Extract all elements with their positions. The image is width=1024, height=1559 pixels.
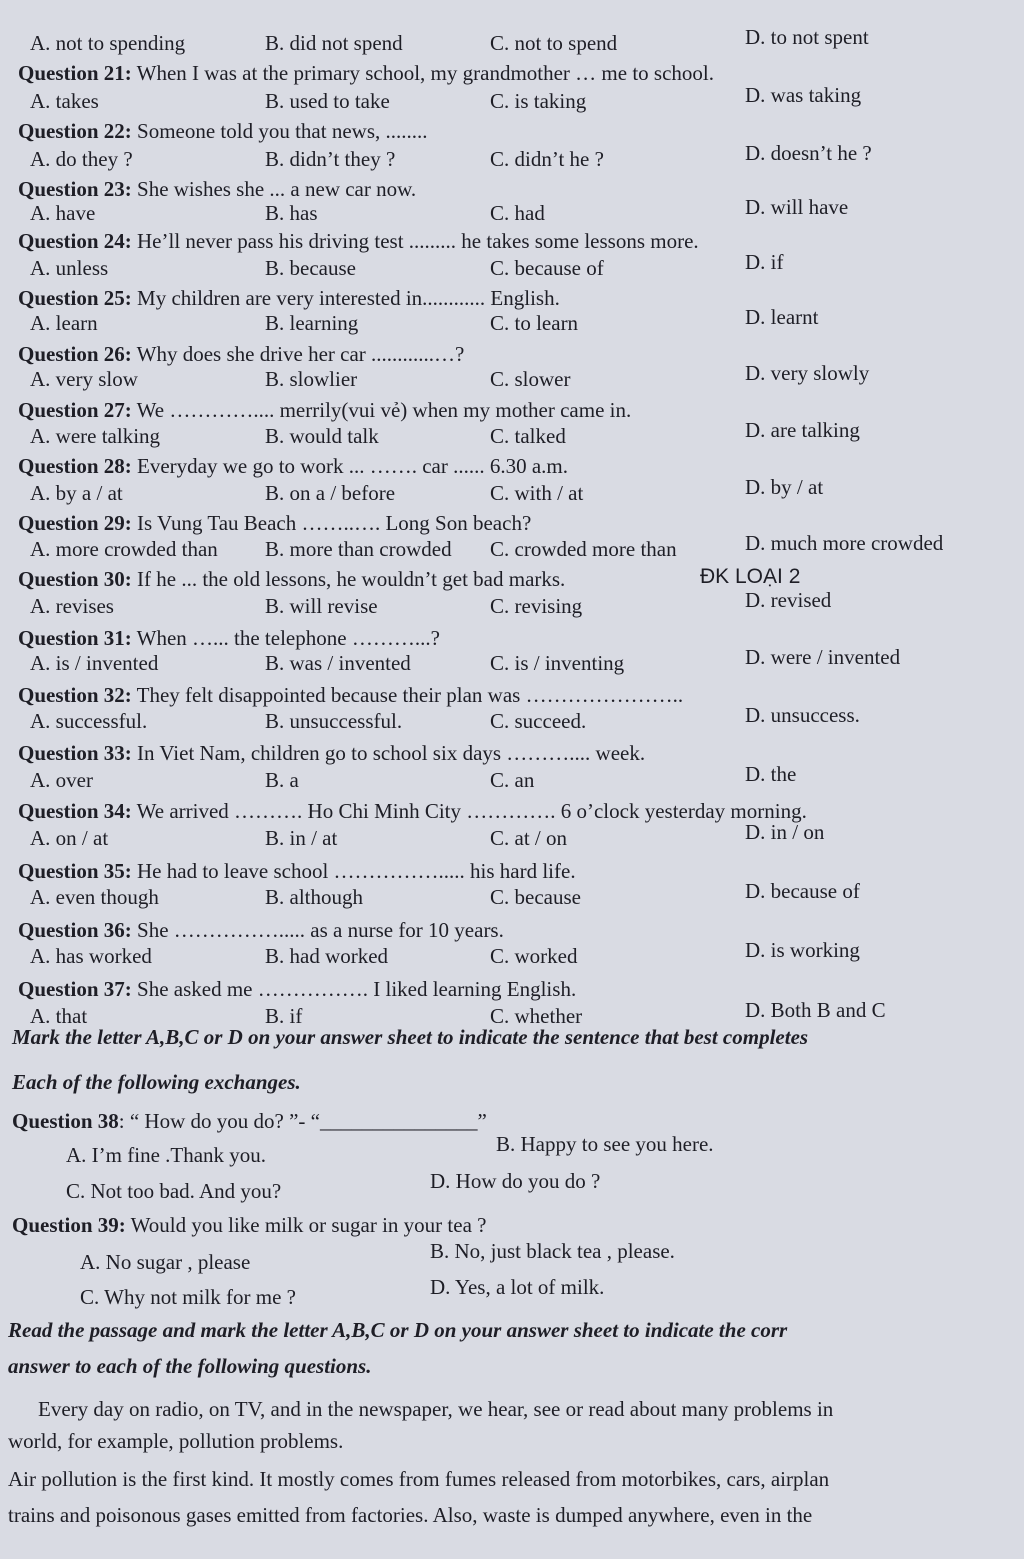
option-b: B. because bbox=[265, 256, 356, 280]
question-label: Question 33: bbox=[18, 741, 132, 765]
question-row bbox=[18, 740, 645, 766]
option-b: B. in / at bbox=[265, 826, 338, 850]
q39-option-c: C. Why not milk for me ? bbox=[80, 1285, 296, 1309]
question-label: Question 23: bbox=[18, 177, 132, 201]
question-text: In Viet Nam, children go to school six days ……….... week. bbox=[131, 741, 646, 765]
instruction-line-4: answer to each of the following questions. bbox=[8, 1354, 372, 1378]
option-b: B. although bbox=[265, 885, 363, 909]
option-c: C. worked bbox=[490, 944, 578, 968]
instruction-line-1: Mark the letter A,B,C or D on your answer sheet to indicate the sentence that best completes bbox=[12, 1025, 809, 1049]
option-b: B. used to take bbox=[265, 89, 390, 113]
option-c: C. to learn bbox=[490, 311, 579, 335]
option-c: C. revising bbox=[490, 594, 583, 618]
option-c: C. didn’t he ? bbox=[490, 147, 604, 171]
question-text: She asked me ……………. I liked learning English. bbox=[131, 977, 577, 1001]
q39-option-a: A. No sugar , please bbox=[80, 1250, 251, 1274]
option-d: D. learnt bbox=[745, 305, 819, 329]
option-a: A. on / at bbox=[30, 826, 109, 850]
option-a: A. over bbox=[30, 768, 93, 792]
option-c: C. an bbox=[490, 768, 535, 792]
option-c: C. talked bbox=[490, 424, 566, 448]
option-d: D. are talking bbox=[745, 418, 860, 442]
option-b: B. slowlier bbox=[265, 367, 358, 391]
question-text: When …... the telephone ………...? bbox=[131, 626, 440, 650]
question-text: Is Vung Tau Beach ……..…. Long Son beach? bbox=[131, 511, 532, 535]
question-38-text: : “ How do you do? ”- “_______________” bbox=[118, 1109, 487, 1133]
option-b: B. if bbox=[265, 1004, 303, 1028]
option-b: B. will revise bbox=[265, 594, 378, 618]
question-row bbox=[18, 397, 631, 423]
question-label: Question 28: bbox=[18, 454, 132, 478]
option-a: A. have bbox=[30, 201, 96, 225]
question-label: Question 29: bbox=[18, 511, 132, 535]
question-row bbox=[18, 176, 416, 202]
question-label: Question 21: bbox=[18, 61, 132, 85]
option-b: B. didn’t they ? bbox=[265, 147, 396, 171]
question-text: Everyday we go to work ... ……. car ...... 6.30 a.m. bbox=[131, 454, 568, 478]
option-b: B. had worked bbox=[265, 944, 389, 968]
option-a: A. is / invented bbox=[30, 651, 159, 675]
option-d: D. doesn’t he ? bbox=[745, 141, 872, 165]
instruction-line-2: Each of the following exchanges. bbox=[12, 1070, 301, 1094]
passage-line-4: trains and poisonous gases emitted from factories. Also, waste is dumped anywhere, even in the bbox=[8, 1503, 813, 1527]
question-text: If he ... the old lessons, he wouldn’t get bad marks. bbox=[131, 567, 566, 591]
question-38 bbox=[12, 1108, 487, 1134]
option-d: D. to not spent bbox=[745, 25, 869, 49]
question-label: Question 24: bbox=[18, 229, 132, 253]
question-39-text: Would you like milk or sugar in your tea ? bbox=[125, 1213, 487, 1237]
option-d: D. was taking bbox=[745, 83, 862, 107]
option-a: A. by a / at bbox=[30, 481, 123, 505]
question-text: Someone told you that news, ........ bbox=[131, 119, 428, 143]
question-row bbox=[18, 976, 576, 1002]
question-label: Question 31: bbox=[18, 626, 132, 650]
question-row bbox=[18, 118, 428, 144]
question-text: We ………….... merrily(vui vẻ) when my mother came in. bbox=[131, 398, 632, 422]
option-a: A. more crowded than bbox=[30, 537, 218, 561]
option-d: D. unsuccess. bbox=[745, 703, 860, 727]
question-row bbox=[18, 566, 565, 592]
option-a: A. not to spending bbox=[30, 31, 186, 55]
question-label: Question 25: bbox=[18, 286, 132, 310]
question-row bbox=[18, 60, 714, 86]
option-b: B. has bbox=[265, 201, 318, 225]
question-label: Question 37: bbox=[18, 977, 132, 1001]
question-label: Question 22: bbox=[18, 119, 132, 143]
option-b: B. on a / before bbox=[265, 481, 396, 505]
option-a: A. has worked bbox=[30, 944, 152, 968]
question-row bbox=[18, 453, 568, 479]
option-b: B. unsuccessful. bbox=[265, 709, 403, 733]
handwritten-note: ĐK LOẠI 2 bbox=[700, 565, 801, 588]
question-text: My children are very interested in............ English. bbox=[131, 286, 560, 310]
option-a: A. very slow bbox=[30, 367, 138, 391]
option-b: B. more than crowded bbox=[265, 537, 452, 561]
option-c: C. slower bbox=[490, 367, 571, 391]
question-label: Question 34: bbox=[18, 799, 132, 823]
option-c: C. because of bbox=[490, 256, 604, 280]
option-c: C. is taking bbox=[490, 89, 587, 113]
option-d: D. will have bbox=[745, 195, 849, 219]
option-c: C. with / at bbox=[490, 481, 584, 505]
q38-option-b: B. Happy to see you here. bbox=[496, 1132, 714, 1156]
question-text: They felt disappointed because their plan was ………………….. bbox=[131, 683, 684, 707]
question-text: When I was at the primary school, my grandmother … me to school. bbox=[131, 61, 714, 85]
question-label: Question 27: bbox=[18, 398, 132, 422]
option-b: B. would talk bbox=[265, 424, 379, 448]
option-c: C. because bbox=[490, 885, 581, 909]
question-row bbox=[18, 798, 807, 824]
question-row bbox=[18, 917, 504, 943]
option-d: D. were / invented bbox=[745, 645, 901, 669]
option-c: C. had bbox=[490, 201, 545, 225]
option-d: D. in / on bbox=[745, 820, 825, 844]
option-d: D. very slowly bbox=[745, 361, 870, 385]
question-39-label: Question 39: bbox=[12, 1213, 126, 1237]
option-b: B. did not spend bbox=[265, 31, 403, 55]
option-d: D. Both B and C bbox=[745, 998, 886, 1022]
option-d: D. by / at bbox=[745, 475, 824, 499]
option-a: A. do they ? bbox=[30, 147, 133, 171]
option-d: D. because of bbox=[745, 879, 860, 903]
question-row bbox=[18, 228, 699, 254]
option-a: A. that bbox=[30, 1004, 88, 1028]
option-a: A. were talking bbox=[30, 424, 161, 448]
question-label: Question 35: bbox=[18, 859, 132, 883]
question-text: She wishes she ... a new car now. bbox=[131, 177, 417, 201]
option-c: C. not to spend bbox=[490, 31, 618, 55]
q38-option-d: D. How do you do ? bbox=[430, 1169, 601, 1193]
option-a: A. learn bbox=[30, 311, 98, 335]
passage-line-1: Every day on radio, on TV, and in the newspaper, we hear, see or read about many problems in bbox=[38, 1397, 834, 1421]
question-39 bbox=[12, 1212, 486, 1238]
question-text: She ……………..... as a nurse for 10 years. bbox=[131, 918, 504, 942]
option-a: A. even though bbox=[30, 885, 159, 909]
q38-option-a: A. I’m fine .Thank you. bbox=[66, 1143, 267, 1167]
question-text: He had to leave school ……………..... his hard life. bbox=[131, 859, 576, 883]
option-b: B. a bbox=[265, 768, 299, 792]
option-c: C. is / inventing bbox=[490, 651, 625, 675]
option-d: D. if bbox=[745, 250, 784, 274]
question-38-label: Question 38 bbox=[12, 1109, 119, 1133]
q38-option-c: C. Not too bad. And you? bbox=[66, 1179, 282, 1203]
q39-option-d: D. Yes, a lot of milk. bbox=[430, 1275, 605, 1299]
option-d: D. much more crowded bbox=[745, 531, 944, 555]
q39-option-b: B. No, just black tea , please. bbox=[430, 1239, 675, 1263]
option-d: D. is working bbox=[745, 938, 860, 962]
question-text: He’ll never pass his driving test ......... he takes some lessons more. bbox=[131, 229, 699, 253]
passage-line-2: world, for example, pollution problems. bbox=[8, 1429, 344, 1453]
option-c: C. succeed. bbox=[490, 709, 587, 733]
option-a: A. revises bbox=[30, 594, 114, 618]
question-text: We arrived ………. Ho Chi Minh City …………. 6 o’clock yesterday morning. bbox=[131, 799, 807, 823]
option-c: C. at / on bbox=[490, 826, 567, 850]
option-c: C. crowded more than bbox=[490, 537, 677, 561]
option-a: A. successful. bbox=[30, 709, 148, 733]
question-label: Question 26: bbox=[18, 342, 132, 366]
option-d: D. revised bbox=[745, 588, 832, 612]
option-d: D. the bbox=[745, 762, 797, 786]
question-row bbox=[18, 858, 576, 884]
instruction-line-3: Read the passage and mark the letter A,B,C or D on your answer sheet to indicate the corr bbox=[8, 1318, 788, 1342]
passage-line-3: Air pollution is the first kind. It mostly comes from fumes released from motorbikes, cars, airplan bbox=[8, 1467, 830, 1491]
question-row bbox=[18, 682, 683, 708]
option-b: B. was / invented bbox=[265, 651, 411, 675]
option-b: B. learning bbox=[265, 311, 359, 335]
question-row bbox=[18, 510, 531, 536]
question-row bbox=[18, 341, 464, 367]
option-a: A. takes bbox=[30, 89, 99, 113]
question-label: Question 32: bbox=[18, 683, 132, 707]
question-row bbox=[18, 285, 560, 311]
question-text: Why does she drive her car ............…? bbox=[131, 342, 465, 366]
option-a: A. unless bbox=[30, 256, 109, 280]
question-row bbox=[18, 625, 440, 651]
question-label: Question 36: bbox=[18, 918, 132, 942]
option-c: C. whether bbox=[490, 1004, 583, 1028]
question-label: Question 30: bbox=[18, 567, 132, 591]
